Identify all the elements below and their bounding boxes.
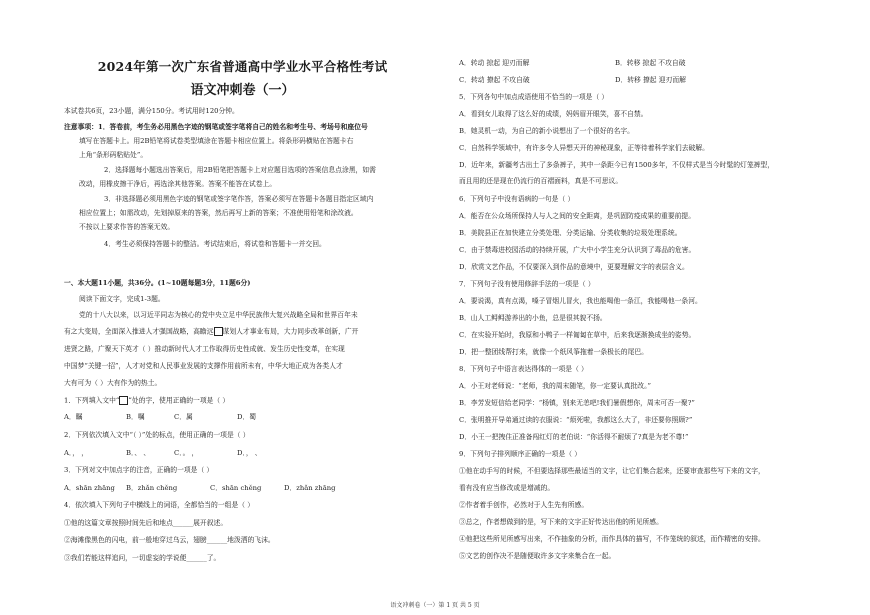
- passage-line: [64, 327, 358, 336]
- question-4-sentence: ②海滩像黑色的闪电，前一般地穿过乌云，翅膀______地泼洒的飞沫。: [64, 536, 275, 544]
- notice-line: 注意事项：1．答卷前，考生务必用黑色字迹的钢笔或签字笔将自己的姓名和考生号、考场号和座位号: [64, 123, 368, 131]
- passage-text: 谋划人才事业布局，大力同步改革创新，广开: [222, 327, 359, 336]
- question-2: 2．下列依次填入文中“（ ）”处的标点，使用正确的一项是（ ）: [64, 431, 250, 439]
- question-9-sentence: 看有没有应当修改或是增减的。: [459, 484, 555, 492]
- option-c: C．由于禁毒进校园活动的持续开展，广大中小学生充分认识到了毒品的危害。: [459, 246, 696, 254]
- option-b: B．、 、: [126, 449, 151, 457]
- question-9-sentence: ②作者着手创作，必然对于人生先有所感。: [459, 501, 589, 509]
- question-4-sentence: ③我们若能这样追问，一切虚妄的学说便______了。: [64, 554, 221, 562]
- option-b: B．山人工鲟鲟游养出的小鱼，总是很其貌不扬。: [459, 314, 607, 322]
- notice-line: 3．非选择题必须用黑色字迹的钢笔或签字笔作答，答案必须写在答题卡各题目指定区域内: [104, 195, 374, 203]
- option-b: B．李芳发短信给老同学：“杨镇，别来无恙吧!我们暑假想你，周末可否一聚?”: [459, 399, 695, 407]
- page-footer: 语文冲刺卷（一）第 1 页 共 5 页: [390, 602, 480, 609]
- option-d: D．， 、: [237, 449, 262, 457]
- option-a: A．要说渴，真有点渴，嗓子冒烟儿冒火，我也能喝他一条江，我能喝他一条河。: [459, 297, 702, 305]
- question-9: 9．下列句子排列顺序正确的一项是（ ）: [459, 450, 582, 458]
- exam-subtitle: 语文冲刺卷（一）: [190, 83, 295, 98]
- passage-line: 党的十八大以来，以习近平同志为核心的党中央立足中华民族伟大复兴战略全局和世界百年未: [79, 311, 358, 319]
- option-b: B．美院县正在加快建立分类处理、分类运输、分类收集的垃圾处理系统。: [459, 229, 682, 237]
- notice-line: 改动，用橡皮擦干净后，再选涂其他答案。答案不能答在试卷上。: [79, 180, 277, 188]
- notice-line: 上角“条形码粘贴处”。: [79, 151, 148, 159]
- option-c: C．张明推开导弟通过读的衣服说：“烦死啦，我都这么大了，非还要你照顾?”: [459, 416, 693, 424]
- option-b: B．她灵机一动，为自己的新小说想出了一个很好的名字。: [459, 127, 634, 135]
- option-a: A．shān zhāng: [64, 484, 115, 492]
- passage-line: 中国梦“关键一招”，人才对党和人民事业发展的支撑作用前所未有，中华大地正成为各类人才: [64, 362, 343, 370]
- question-8: 8．下列句子中语言表达得体的一项是（ ）: [459, 365, 588, 373]
- reading-instruction: 阅读下面文字，完成1-3题。: [79, 295, 165, 303]
- option-d: D．转移 撩起 迎刃而解: [615, 76, 686, 84]
- section-heading: 一、本大题11小题，共36分。(1~10题每题3分，11题6分): [64, 279, 251, 287]
- option-a: A．看到女儿取得了这么好的成绩，妈妈眉开眼笑，喜不自禁。: [459, 110, 648, 118]
- blank-box: [214, 327, 223, 336]
- option-d: D．zhǎn zhāng: [284, 484, 336, 492]
- option-c: C．shān chěng: [210, 484, 262, 492]
- question-9-sentence: ①他在动手写的时候，不但要选择那些最适当的文字，让它们集合起来，还要审查那些写下来的文字，: [459, 467, 765, 475]
- option-d: D．蜀: [237, 413, 257, 421]
- exam-info: 本试卷共6页，23小题，满分150分。考试用时120分钟。: [64, 107, 239, 115]
- notice-line: 相应位置上；如需改动，先划掉原来的答案，然后再写上新的答案；不准使用铅笔和涂改液。: [79, 209, 358, 217]
- option-a: A．瞩: [64, 413, 83, 421]
- option-d: D．欣赏文艺作品，不仅要深入到作品的意境中，更要理解文字的表层含义。: [459, 263, 689, 271]
- question-3: 3．下列对文中加点字的注音，正确的一项是（ ）: [64, 466, 214, 474]
- option-a: A．， ，: [64, 449, 89, 457]
- question-7: 7．下列句子没有使用修辞手法的一项是（ ）: [459, 280, 595, 288]
- option-d: D．近年来，新疆考古出土了多条裤子，其中一条距今已有1500多年，不仅样式是当今时髦的灯笼裤型，: [459, 161, 775, 169]
- question-9-sentence: ④他把这些所见所感写出来，不作抽象的分析，而作具体的描写，不作笼统的叙述，而作精密的安排。: [459, 535, 765, 543]
- option-b: B．zhǎn chěng: [126, 484, 178, 492]
- notice-line: 2．选择题每小题选出答案后，用2B铅笔把答题卡上对应题目选项的答案信息点涂黑，如需: [104, 166, 376, 174]
- question-5: 5．下列各句中加点成语使用不恰当的一项是（ ）: [459, 93, 609, 101]
- option-a: A．转动 掠起 迎刃而解: [459, 59, 530, 67]
- option-c: C．自然科学领域中，有许多令人异想天开的神秘现象，正等待着科学家们去破解。: [459, 144, 709, 152]
- passage-text: 有之大变局，全面深入推进人才强国战略，高瞻远: [64, 327, 214, 336]
- notice-line: 4．考生必须保持答题卡的整洁。考试结束后，将试卷和答题卡一并交回。: [104, 240, 326, 248]
- option-c: C．属: [174, 413, 193, 421]
- question-9-sentence: ⑤文艺的创作决不是随便取许多文字来集合在一起。: [459, 552, 616, 560]
- option-c: C．转动 撩起 不攻自破: [459, 76, 530, 84]
- notice-line: 不按以上要求作答的答案无效。: [79, 223, 175, 231]
- option-d: D．小王一把拽住正准备闯红灯的老伯说：“你活得不耐烦了?真是为老不尊!”: [459, 433, 689, 441]
- option-d: D．把一整团线帮打来，就像一个纸风筝拖着一条极长的尾巴。: [459, 348, 648, 356]
- option-c: C．。 ，: [174, 449, 199, 457]
- notice-line: 填写在答题卡上。用2B铅笔将试卷类型填涂在答题卡相应位置上。将条形码横贴在答题卡右: [79, 137, 354, 145]
- option-b: B．嘱: [126, 413, 145, 421]
- option-a: A．小王对老师说：“老师，我的周末随笔，你一定要认真批改。”: [459, 382, 651, 390]
- question-text: ”处的字，使用正确的一项是（ ）: [128, 396, 230, 405]
- question-4-sentence: ①他的这篇文章按照时间先后和地点______展开叙述。: [64, 519, 228, 527]
- question-4: 4．依次填入下列句子中横线上的词语，全都恰当的一组是（ ）: [64, 501, 254, 509]
- option-a: A．能否在公众场所保持人与人之间的安全距离，是巩固防疫成果的重要前提。: [459, 212, 696, 220]
- passage-line: 大有可为（ ）大有作为的热土。: [64, 379, 162, 387]
- option-c: C．在实验开始时，我原和小鸭子一样匍匐在草中，后来我逐渐换成坐的姿势。: [459, 331, 696, 339]
- question-text: 1．下列填入文中“: [64, 396, 120, 405]
- question-9-sentence: ③总之，作者想做到的是，写下来的文字正好传达出他的所见所感。: [459, 518, 663, 526]
- exam-title: 2024年第一次广东省普通高中学业水平合格性考试: [97, 59, 388, 74]
- option-b: B．转移 掠起 不攻自破: [615, 59, 686, 67]
- question-6: 6．下列句子中没有语病的一句是（ ）: [459, 195, 575, 203]
- option-d-cont: 而且用的还是现在仍流行的百褶面料，真是不可思议。: [459, 177, 623, 185]
- passage-line: 进贤之路，广聚天下英才（ ）推动新时代人才工作取得历史性成就、发生历史性变革，在实现: [64, 345, 345, 353]
- question-1: [64, 396, 229, 405]
